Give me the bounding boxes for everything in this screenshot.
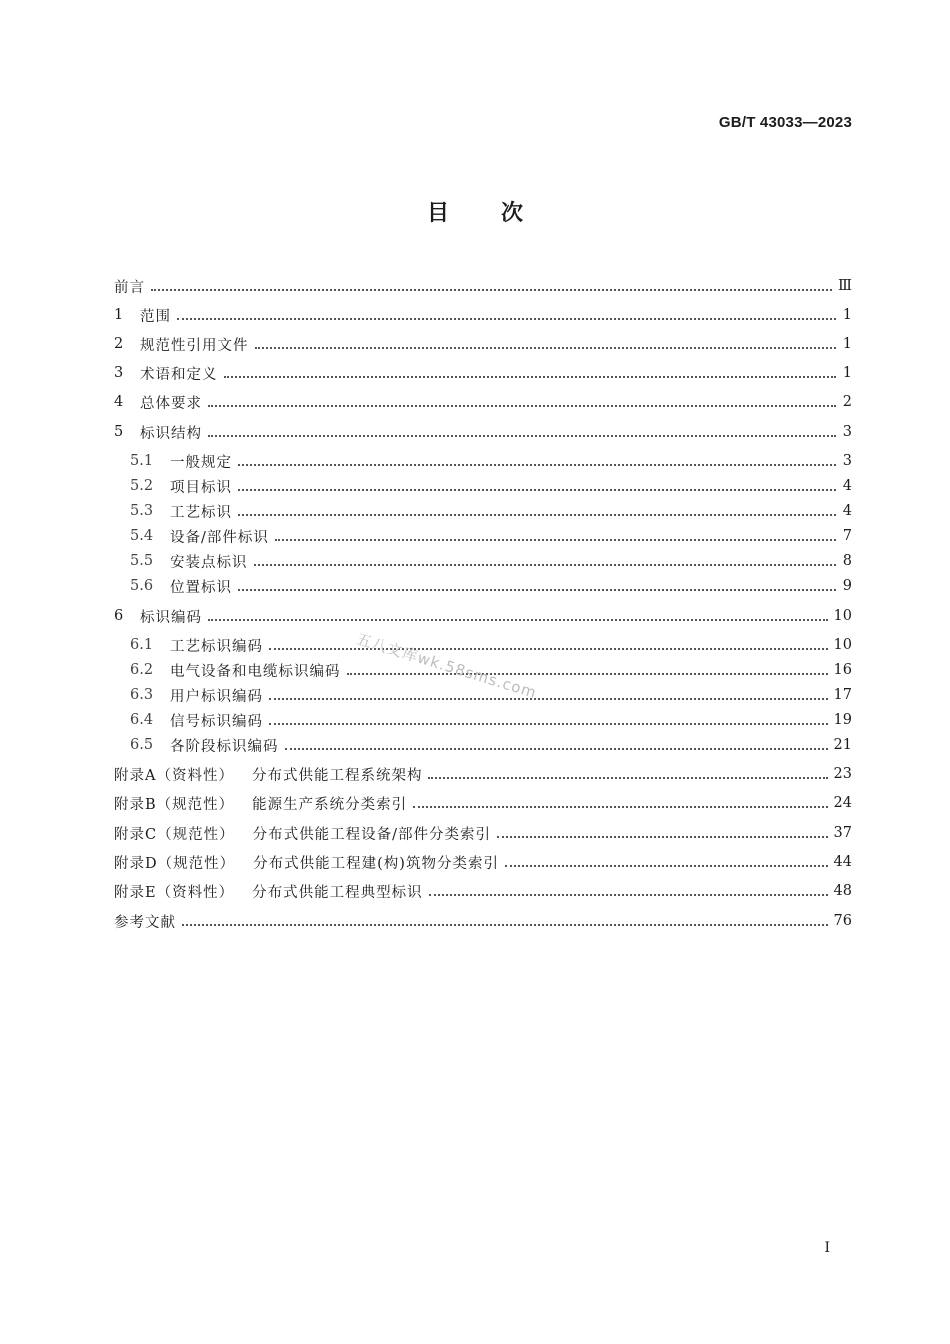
toc-entry-page: 21 (833, 737, 852, 753)
toc-entry-number: 4 (114, 394, 124, 410)
toc-entry-description: 能源生产系统分类索引 (252, 796, 408, 813)
toc-title (0, 196, 950, 227)
toc-entry[interactable] (114, 421, 852, 443)
toc-entry-label: 工艺标识 (170, 504, 232, 521)
toc-entry-number: 6.2 (130, 662, 154, 678)
toc-entry-label: 各阶段标识编码 (170, 738, 279, 755)
toc-entry-label: 前言 (114, 279, 145, 296)
toc-leader-dots (182, 923, 828, 926)
toc-entry-description: 分布式供能工程典型标识 (252, 884, 423, 901)
toc-entry-number: 5.5 (130, 553, 154, 569)
toc-entry-page: 76 (833, 913, 852, 929)
toc-entry-label: 电气设备和电缆标识编码 (170, 663, 341, 680)
toc-entry-page: 10 (833, 608, 852, 624)
toc-entry-description: 分布式供能工程建(构)筑物分类索引 (253, 855, 499, 872)
toc-leader-dots (238, 463, 836, 466)
toc-leader-dots (275, 538, 836, 541)
toc-entry-page: 1 (842, 336, 852, 352)
toc-entry[interactable] (130, 475, 852, 497)
toc-entry-number: 6 (114, 608, 124, 624)
toc-entry[interactable] (130, 634, 852, 656)
toc-leader-dots (224, 375, 837, 378)
toc-entry-page: 44 (833, 854, 852, 870)
toc-entry-label: 设备/部件标识 (170, 529, 269, 546)
toc-entry[interactable] (130, 525, 852, 547)
footer-page-number: I (824, 1240, 830, 1256)
toc-entry-page: 48 (833, 883, 852, 899)
toc-entry-page: 16 (833, 662, 852, 678)
toc-entry-number: 5 (114, 424, 124, 440)
toc-entry-page: 3 (842, 424, 852, 440)
toc-title-part1: 目 (426, 201, 449, 226)
toc-leader-dots (238, 513, 836, 516)
toc-entry-label: 参考文献 (114, 914, 176, 931)
toc-entry-label: 安装点标识 (170, 554, 248, 571)
toc-entry-number: 5.6 (130, 578, 154, 594)
toc-entry[interactable] (130, 500, 852, 522)
toc-entry-number: 1 (114, 307, 124, 323)
toc-entry-number: 6.1 (130, 637, 154, 653)
toc-entry[interactable] (130, 550, 852, 572)
toc-entry-label: 工艺标识编码 (170, 638, 263, 655)
toc-leader-dots (151, 288, 832, 291)
toc-entry-label: 标识结构 (140, 425, 202, 442)
toc-leader-dots (413, 805, 827, 808)
toc-entry[interactable] (114, 763, 852, 785)
toc-entry-page: 1 (842, 307, 852, 323)
toc-entry-label: 附录D（规范性） (114, 855, 236, 872)
standard-code: GB/T 43033—2023 (718, 114, 852, 131)
toc-entry-page: 37 (833, 825, 852, 841)
toc-entry-label: 附录B（规范性） (114, 796, 235, 813)
toc-entry[interactable] (114, 304, 852, 326)
toc-entry-page: 10 (833, 637, 852, 653)
toc-leader-dots (347, 672, 828, 675)
toc-leader-dots (255, 346, 837, 349)
toc-entry-label: 位置标识 (170, 579, 232, 596)
toc-title-part2: 次 (501, 201, 524, 226)
toc-entry-page: 8 (842, 553, 852, 569)
toc-leader-dots (238, 588, 836, 591)
toc-entry[interactable] (114, 880, 852, 902)
toc-entry-label: 项目标识 (170, 479, 232, 496)
toc-entry[interactable] (114, 792, 852, 814)
toc-entry-number: 6.4 (130, 712, 154, 728)
toc-leader-dots (238, 488, 836, 491)
toc-entry-number: 3 (114, 365, 124, 381)
toc-entry[interactable] (114, 910, 852, 932)
toc-entry-page: Ⅲ (838, 278, 852, 294)
toc-entry[interactable] (130, 450, 852, 472)
toc-entry-number: 6.3 (130, 687, 154, 703)
toc-entry-page: 7 (842, 528, 852, 544)
toc-entry-page: 1 (842, 365, 852, 381)
toc-entry[interactable] (114, 333, 852, 355)
toc-entry-page: 24 (833, 795, 852, 811)
toc-leader-dots (285, 747, 828, 750)
toc-leader-dots (429, 893, 828, 896)
toc-entry-description: 分布式供能工程设备/部件分类索引 (252, 826, 491, 843)
toc-entry[interactable] (114, 275, 852, 297)
watermark: 五八文库wk.58sms.com (354, 629, 540, 703)
toc-entry[interactable] (114, 391, 852, 413)
toc-leader-dots (254, 563, 837, 566)
toc-leader-dots (428, 776, 827, 779)
toc-entry-number: 5.2 (130, 478, 154, 494)
toc-entry-label: 附录A（资料性） (114, 767, 234, 784)
toc-entry-page: 4 (842, 503, 852, 519)
toc-entry[interactable] (114, 362, 852, 384)
toc-entry-label: 标识编码 (140, 609, 202, 626)
toc-entry-page: 4 (842, 478, 852, 494)
toc-entry[interactable] (114, 605, 852, 627)
toc-entry[interactable] (130, 734, 852, 756)
toc-entry-page: 17 (833, 687, 852, 703)
toc-leader-dots (269, 697, 828, 700)
toc-entry-label: 术语和定义 (140, 366, 218, 383)
toc-entry-page: 3 (842, 453, 852, 469)
toc-leader-dots (177, 317, 836, 320)
toc-entry-label: 范围 (140, 308, 171, 325)
toc-entry-label: 附录C（规范性） (114, 826, 235, 843)
toc-entry-label: 一般规定 (170, 454, 232, 471)
toc-leader-dots (497, 835, 828, 838)
toc-entry-description: 分布式供能工程系统架构 (251, 767, 423, 784)
toc-leader-dots (208, 404, 836, 407)
toc-entry[interactable] (130, 709, 852, 731)
toc-entry-label: 用户标识编码 (170, 688, 263, 705)
toc-entry[interactable] (114, 851, 852, 873)
toc-leader-dots (505, 864, 828, 867)
toc-entry-page: 23 (833, 766, 852, 782)
toc-entry-number: 5.1 (130, 453, 154, 469)
toc-entry-label: 附录E（资料性） (114, 884, 235, 901)
toc-leader-dots (208, 618, 828, 621)
toc-entry[interactable] (130, 575, 852, 597)
toc-entry-label: 规范性引用文件 (140, 337, 249, 354)
toc-entry-label: 信号标识编码 (170, 713, 263, 730)
toc-leader-dots (208, 434, 836, 437)
toc-entry-page: 19 (833, 712, 852, 728)
toc-entry[interactable] (114, 822, 852, 844)
toc-entry-number: 2 (114, 336, 124, 352)
toc-entry-label: 总体要求 (140, 395, 202, 412)
toc-entry-page: 9 (842, 578, 852, 594)
toc-leader-dots (269, 722, 828, 725)
toc-entry-number: 5.3 (130, 503, 154, 519)
toc-entry-page: 2 (842, 394, 852, 410)
toc-entry-number: 6.5 (130, 737, 154, 753)
toc-entry-number: 5.4 (130, 528, 154, 544)
